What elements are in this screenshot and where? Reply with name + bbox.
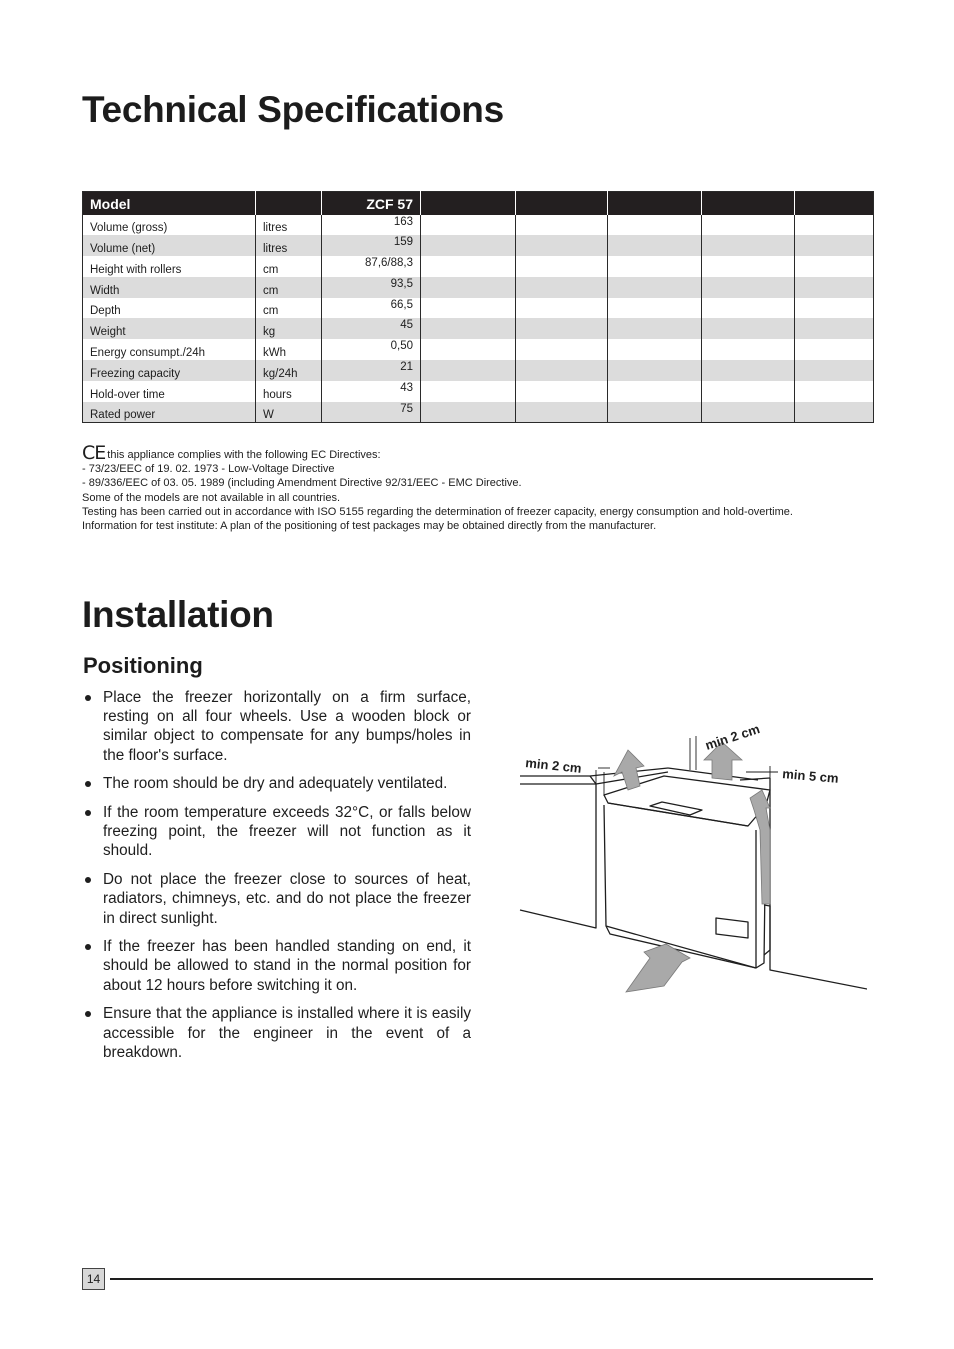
table-row	[83, 339, 874, 360]
header-unit	[256, 192, 322, 215]
empty-cell	[516, 381, 608, 402]
list-item: If the freezer has been handled standing on end, it should be allowed to stand in the normal position for about 12 hours before switching it on.	[84, 937, 471, 995]
header-empty	[795, 192, 874, 215]
directives-notes	[82, 444, 882, 533]
spec-label: Volume (gross)	[90, 222, 168, 235]
table-row	[83, 215, 874, 236]
empty-cell	[421, 298, 516, 319]
table-row	[83, 360, 874, 381]
empty-cell	[608, 277, 702, 298]
spec-label: Volume (net)	[83, 235, 256, 256]
section-title-installation: Installation	[82, 594, 274, 635]
empty-cell	[516, 298, 608, 319]
empty-cell	[516, 277, 608, 298]
page-title: Technical Specifications	[82, 89, 504, 130]
spec-value: 159	[322, 235, 421, 256]
empty-cell	[702, 339, 795, 360]
empty-cell	[421, 277, 516, 298]
empty-cell	[795, 339, 874, 360]
empty-cell	[608, 215, 702, 236]
empty-cell	[421, 339, 516, 360]
table-header-row	[83, 192, 874, 215]
header-empty	[421, 192, 516, 215]
empty-cell	[702, 298, 795, 319]
spec-label: Height with rollers	[90, 263, 182, 276]
spec-unit: W	[256, 402, 322, 423]
spec-label: Width	[83, 277, 256, 298]
empty-cell	[795, 277, 874, 298]
empty-cell	[702, 256, 795, 277]
header-empty	[516, 192, 608, 215]
empty-cell	[702, 318, 795, 339]
spec-unit: cm	[256, 298, 322, 319]
empty-cell	[608, 381, 702, 402]
empty-cell	[795, 318, 874, 339]
empty-cell	[516, 235, 608, 256]
note-line: Information for test institute: A plan of the positioning of test packages may be obtained directly from the manufacturer.	[82, 520, 657, 533]
page-number: 14	[82, 1268, 105, 1290]
list-item: Do not place the freezer close to sources of heat, radiators, chimneys, etc. and do not place the freezer in direct sunlight.	[84, 870, 471, 928]
empty-cell	[795, 215, 874, 236]
note-line: Some of the models are not available in all countries.	[82, 491, 341, 504]
spec-unit: cm	[256, 277, 322, 298]
list-item: The room should be dry and adequately ventilated.	[84, 774, 471, 793]
empty-cell	[702, 215, 795, 236]
spec-value: 75	[322, 402, 421, 423]
header-model-label: Model	[83, 192, 256, 215]
empty-cell	[795, 235, 874, 256]
header-model-name: ZCF 57	[322, 192, 421, 215]
note-line: - 73/23/EEC of 19. 02. 1973 - Low-Voltage Directive	[82, 463, 335, 475]
table-row	[83, 381, 874, 402]
empty-cell	[516, 402, 608, 423]
empty-cell	[516, 360, 608, 381]
ce-mark-icon: CE	[82, 442, 106, 464]
empty-cell	[702, 277, 795, 298]
header-empty	[702, 192, 795, 215]
empty-cell	[516, 215, 608, 236]
label-min-left: min 2 cm	[524, 755, 583, 776]
empty-cell	[702, 235, 795, 256]
spec-unit: hours	[256, 381, 322, 402]
header-empty	[608, 192, 702, 215]
spec-unit: litres	[256, 215, 322, 236]
label-min-top: min 2 cm	[703, 721, 762, 753]
empty-cell	[702, 402, 795, 423]
ce-text: this appliance complies with the following EC Directives:	[107, 448, 381, 461]
list-item: If the room temperature exceeds 32°C, or falls below freezing point, the freezer will not function as it should.	[84, 803, 471, 861]
spec-value: 93,5	[322, 277, 421, 298]
empty-cell	[608, 235, 702, 256]
empty-cell	[795, 298, 874, 319]
empty-cell	[421, 235, 516, 256]
spec-value: 163	[322, 215, 421, 236]
spec-label: Freezing capacity	[83, 360, 256, 381]
label-min-right: min 5 cm	[781, 766, 840, 786]
spec-value: 43	[322, 381, 421, 402]
empty-cell	[608, 360, 702, 381]
spec-value: 66,5	[322, 298, 421, 319]
spec-value: 0,50	[322, 339, 421, 360]
empty-cell	[702, 360, 795, 381]
spec-label: Rated power	[83, 402, 256, 423]
spec-label: Depth	[90, 305, 121, 318]
spec-table	[82, 191, 874, 423]
empty-cell	[421, 360, 516, 381]
empty-cell	[795, 360, 874, 381]
list-item: Ensure that the appliance is installed where it is easily accessible for the engineer in the event of a breakdown.	[84, 1004, 471, 1062]
spec-label: Weight	[83, 318, 256, 339]
empty-cell	[795, 381, 874, 402]
empty-cell	[608, 256, 702, 277]
empty-cell	[795, 256, 874, 277]
empty-cell	[516, 339, 608, 360]
spec-value: 45	[322, 318, 421, 339]
spec-unit: kWh	[256, 339, 322, 360]
empty-cell	[421, 402, 516, 423]
empty-cell	[608, 339, 702, 360]
spec-unit: cm	[256, 256, 322, 277]
spec-unit: kg/24h	[256, 360, 322, 381]
empty-cell	[421, 256, 516, 277]
spec-label: Hold-over time	[90, 388, 165, 401]
empty-cell	[421, 381, 516, 402]
note-line: Testing has been carried out in accordance with ISO 5155 regarding the determination of freezer capacity, energy consumption and hold-overtime.	[82, 505, 793, 518]
empty-cell	[702, 381, 795, 402]
empty-cell	[516, 318, 608, 339]
empty-cell	[795, 402, 874, 423]
table-row	[83, 318, 874, 339]
spec-unit: kg	[256, 318, 322, 339]
empty-cell	[608, 402, 702, 423]
spec-value: 21	[322, 360, 421, 381]
spec-value: 87,6/88,3	[322, 256, 421, 277]
table-row	[83, 402, 874, 423]
spec-label: Energy consumpt./24h	[90, 347, 206, 360]
empty-cell	[608, 318, 702, 339]
table-row	[83, 256, 874, 277]
positioning-list	[84, 688, 471, 1071]
empty-cell	[608, 298, 702, 319]
empty-cell	[421, 215, 516, 236]
subsection-title-positioning: Positioning	[83, 653, 203, 678]
note-line: - 89/336/EEC of 03. 05. 1989 (including Amendment Directive 92/31/EEC - EMC Directive.	[82, 477, 522, 490]
list-item: Place the freezer horizontally on a firm surface, resting on all four wheels. Use a wooden block or similar object to compensate for any bumps/holes in the floor's surface.	[84, 688, 471, 765]
freezer-clearance-illustration	[517, 712, 867, 997]
table-row	[83, 235, 874, 256]
empty-cell	[516, 256, 608, 277]
spec-unit: litres	[256, 235, 322, 256]
table-row	[83, 277, 874, 298]
table-row	[83, 298, 874, 319]
footer-rule	[110, 1278, 873, 1280]
empty-cell	[421, 318, 516, 339]
